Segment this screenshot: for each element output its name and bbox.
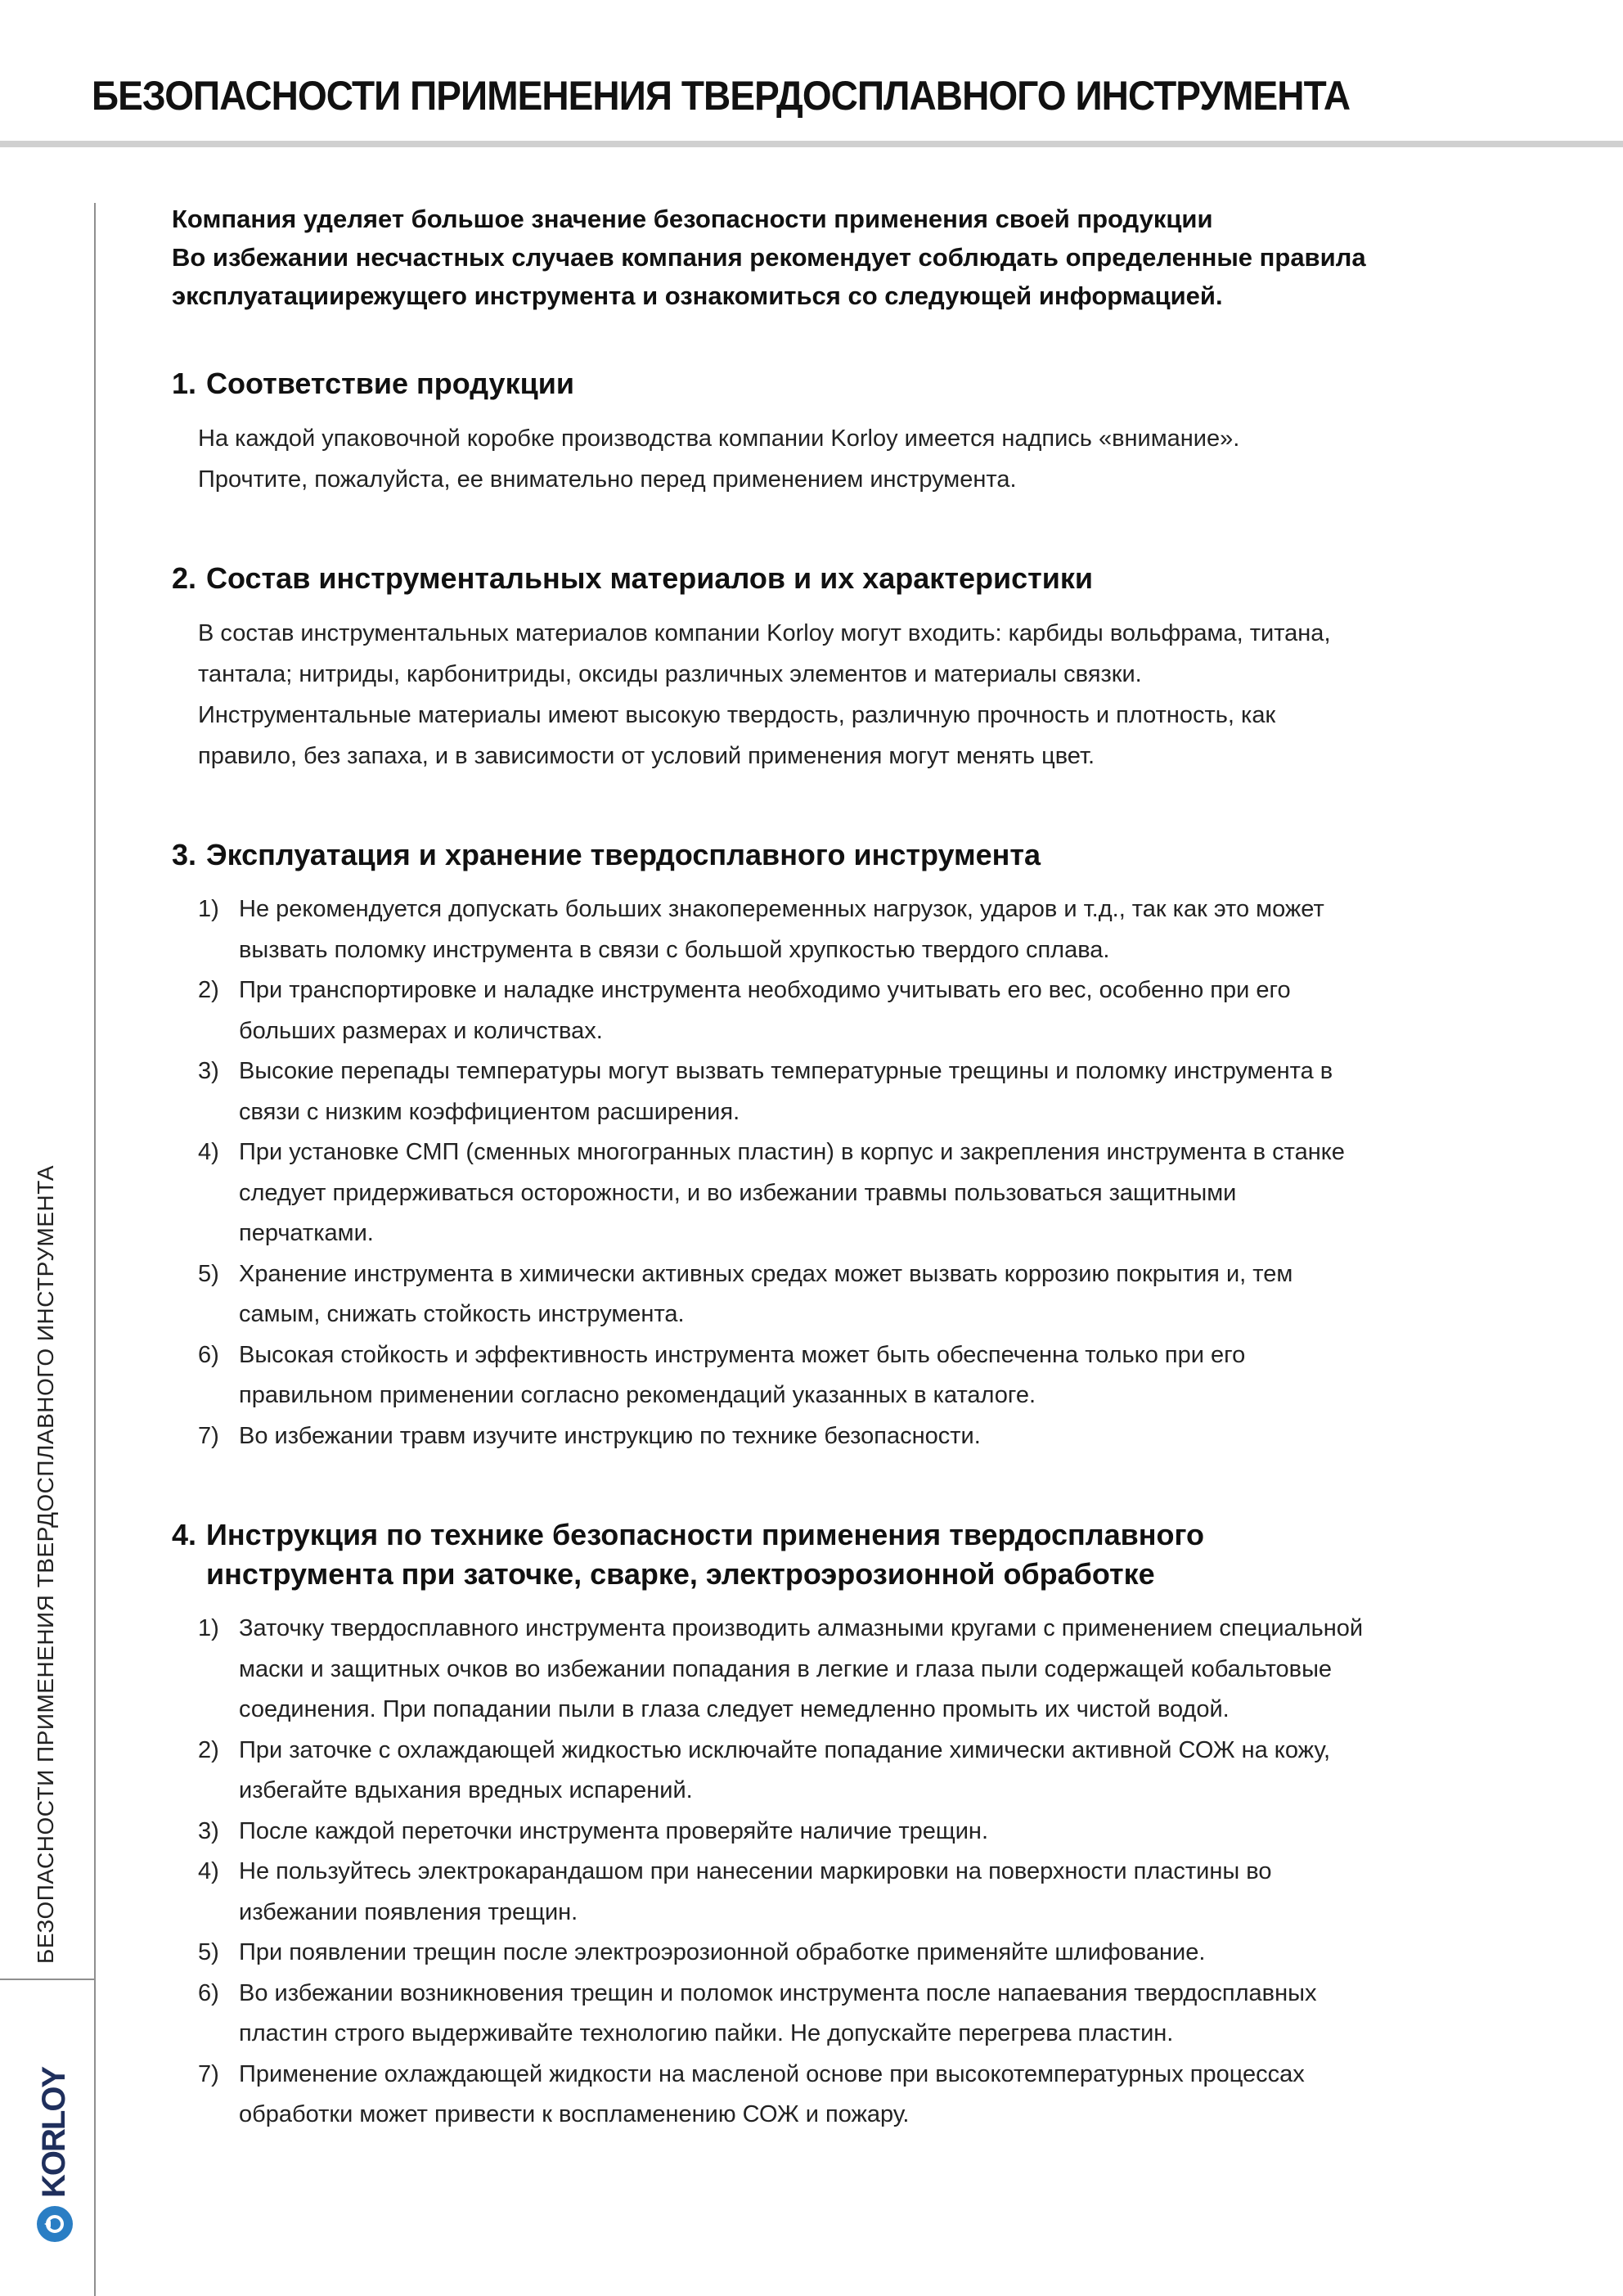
list-item-line: соединения. При попадании пыли в глаза следует немедленно промыть их чистой водой. xyxy=(239,1696,1230,1722)
list-item-text xyxy=(236,1335,1513,1416)
list-item-number: 2) xyxy=(198,1736,219,1763)
sidebar-vertical-title: БЕЗОПАСНОСТИ ПРИМЕНЕНИЯ ТВЕРДОСПЛАВНОГО ИНСТРУМЕНТА xyxy=(33,1164,58,1964)
list-item xyxy=(172,1254,1513,1335)
intro-line: эксплуатациирежущего инструмента и ознакомиться со следующей информацией. xyxy=(172,281,1223,310)
list-item-line: самым, снижать стойкость инструмента. xyxy=(239,1301,685,1327)
list-item-line: Хранение инструмента в химически активных средах может вызвать коррозию покрытия и, тем xyxy=(239,1260,1293,1287)
list-item xyxy=(172,1416,1513,1457)
list-item-text xyxy=(236,1852,1513,1933)
section-4 xyxy=(172,1515,1513,2136)
list-item-line: обработки может привести к воспламенению СОЖ и пожару. xyxy=(239,2101,910,2127)
list-item-line: Высокая стойкость и эффективность инструмента может быть обеспеченна только при его xyxy=(239,1341,1246,1368)
list-item-text xyxy=(236,1974,1513,2055)
list-item-line: При появлении трещин после электроэрозионной обработке применяйте шлифование. xyxy=(239,1939,1206,1965)
list-item xyxy=(172,1812,1513,1853)
section-heading xyxy=(172,835,1513,875)
section-title: Инструкция по технике безопасности применения твердосплавного xyxy=(206,1518,1204,1551)
section-list xyxy=(172,1609,1513,2136)
list-item-number: 4) xyxy=(198,1139,219,1165)
section-3 xyxy=(172,835,1513,1456)
section-list xyxy=(172,889,1513,1456)
list-item-text xyxy=(236,1731,1513,1812)
list-item-line: следует придерживаться осторожности, и во избежании травмы пользоваться защитными xyxy=(239,1179,1237,1206)
korloy-logo-text: KORLOY xyxy=(36,2067,72,2198)
section-title-line2: инструмента при заточке, сварке, электроэрозионной обработке xyxy=(206,1557,1155,1591)
list-item-line: Во избежании возникновения трещин и поломок инструмента после напаевания твердосплавных xyxy=(239,1979,1317,2006)
list-item-line: маски и защитных очков во избежании попадания в легкие и глаза пыли содержащей кобальтовые xyxy=(239,1655,1333,1682)
list-item xyxy=(172,1731,1513,1812)
list-item-line: Применение охлаждающей жидкости на масленой основе при высокотемпературных процессах xyxy=(239,2060,1305,2087)
section-body xyxy=(172,418,1513,500)
list-item-text xyxy=(236,1051,1513,1132)
list-item-line: правильном применении согласно рекомендаций указанных в каталоге. xyxy=(239,1382,1036,1408)
list-item-number: 7) xyxy=(198,2060,219,2087)
list-item-line: вызвать поломку инструмента в связи с большой хрупкостью твердого сплава. xyxy=(239,936,1110,963)
list-item-number: 6) xyxy=(198,1341,219,1368)
section-number: 2. xyxy=(172,561,197,595)
section-2 xyxy=(172,559,1513,777)
section-heading xyxy=(172,364,1513,403)
list-item-line: Не пользуйтесь электрокарандашом при нанесении маркировки на поверхности пластины во xyxy=(239,1858,1272,1884)
list-item-text xyxy=(236,889,1513,970)
section-body xyxy=(172,613,1513,777)
list-item-line: После каждой переточки инструмента проверяйте наличие трещин. xyxy=(239,1817,989,1844)
list-item-line: связи с низким коэффициентом расширения. xyxy=(239,1098,740,1125)
list-item-text xyxy=(236,1416,1513,1457)
body-line: На каждой упаковочной коробке производства компании Korloy имеется надпись «внимание». xyxy=(198,425,1240,452)
list-item-number: 5) xyxy=(198,1939,219,1965)
list-item-number: 4) xyxy=(198,1858,219,1884)
list-item-number: 5) xyxy=(198,1260,219,1287)
intro-line: Компания уделяет большое значение безопасности применения своей продукции xyxy=(172,205,1213,233)
list-item-number: 3) xyxy=(198,1817,219,1844)
list-item xyxy=(172,2055,1513,2136)
title-rule xyxy=(0,141,1623,147)
section-title: Соответствие продукции xyxy=(206,367,574,400)
list-item-text xyxy=(236,1609,1513,1731)
list-item-line: пластин строго выдерживайте технологию пайки. Не допускайте перегрева пластин. xyxy=(239,2020,1174,2046)
list-item-line: Высокие перепады температуры могут вызвать температурные трещины и поломку инструмента в xyxy=(239,1058,1333,1084)
list-item-number: 6) xyxy=(198,1979,219,2006)
list-item-line: При заточке с охлаждающей жидкостью исключайте попадание химически активной СОЖ на кожу, xyxy=(239,1736,1330,1763)
list-item xyxy=(172,1933,1513,1974)
list-item-text xyxy=(236,1812,1513,1853)
page-title: БЕЗОПАСНОСТИ ПРИМЕНЕНИЯ ТВЕРДОСПЛАВНОГО ИНСТРУМЕНТА xyxy=(92,73,1351,119)
section-number: 3. xyxy=(172,838,197,871)
list-item xyxy=(172,1132,1513,1254)
list-item xyxy=(172,1974,1513,2055)
list-item-text xyxy=(236,1254,1513,1335)
section-title: Эксплуатация и хранение твердосплавного инструмента xyxy=(206,838,1041,871)
list-item-text xyxy=(236,1132,1513,1254)
list-item-line: избежании появления трещин. xyxy=(239,1898,578,1925)
section-1 xyxy=(172,364,1513,500)
list-item xyxy=(172,889,1513,970)
section-number: 1. xyxy=(172,367,197,400)
body-line: Инструментальные материалы имеют высокую твердость, различную прочность и плотность, как xyxy=(198,702,1276,728)
section-heading xyxy=(172,1515,1513,1594)
list-item-line: При транспортировке и наладке инструмента необходимо учитывать его вес, особенно при его xyxy=(239,977,1291,1003)
list-item-number: 1) xyxy=(198,896,219,922)
body-line: Прочтите, пожалуйста, ее внимательно перед применением инструмента. xyxy=(198,466,1017,493)
intro xyxy=(172,200,1513,315)
list-item xyxy=(172,1335,1513,1416)
list-item-line: избегайте вдыхания вредных испарений. xyxy=(239,1777,693,1803)
list-item-text xyxy=(236,970,1513,1051)
list-item-line: При установке СМП (сменных многогранных пластин) в корпус и закрепления инструмента в станке xyxy=(239,1139,1345,1165)
list-item-line: перчатками. xyxy=(239,1220,374,1246)
list-item xyxy=(172,1852,1513,1933)
list-item-text xyxy=(236,2055,1513,2136)
body-line: тантала; нитриды, карбонитриды, оксиды различных элементов и материалы связки. xyxy=(198,661,1142,687)
korloy-logo-icon xyxy=(37,2206,73,2242)
body-line: В состав инструментальных материалов компании Korloy могут входить: карбиды вольфрама, титана, xyxy=(198,620,1331,646)
section-title: Состав инструментальных материалов и их характеристики xyxy=(206,561,1094,595)
list-item xyxy=(172,970,1513,1051)
list-item-number: 1) xyxy=(198,1615,219,1641)
list-item xyxy=(172,1051,1513,1132)
section-number: 4. xyxy=(172,1518,197,1551)
list-item-line: Во избежании травм изучите инструкцию по технике безопасности. xyxy=(239,1422,981,1449)
sidebar-divider xyxy=(0,1979,96,1980)
korloy-logo xyxy=(36,2068,73,2242)
intro-line: Во избежании несчастных случаев компания рекомендует соблюдать определенные правила xyxy=(172,243,1366,272)
list-item-number: 7) xyxy=(198,1422,219,1449)
list-item-line: больших размерах и количствах. xyxy=(239,1017,603,1044)
list-item-number: 2) xyxy=(198,977,219,1003)
list-item xyxy=(172,1609,1513,1731)
list-item-line: Заточку твердосплавного инструмента производить алмазными кругами с применением специальной xyxy=(239,1615,1364,1641)
list-item-line: Не рекомендуется допускать больших знакопеременных нагрузок, ударов и т.д., так как это может xyxy=(239,896,1324,922)
main-content xyxy=(172,200,1513,2136)
section-heading xyxy=(172,559,1513,598)
list-item-number: 3) xyxy=(198,1058,219,1084)
body-line: правило, без запаха, и в зависимости от условий применения могут менять цвет. xyxy=(198,743,1095,769)
list-item-text xyxy=(236,1933,1513,1974)
